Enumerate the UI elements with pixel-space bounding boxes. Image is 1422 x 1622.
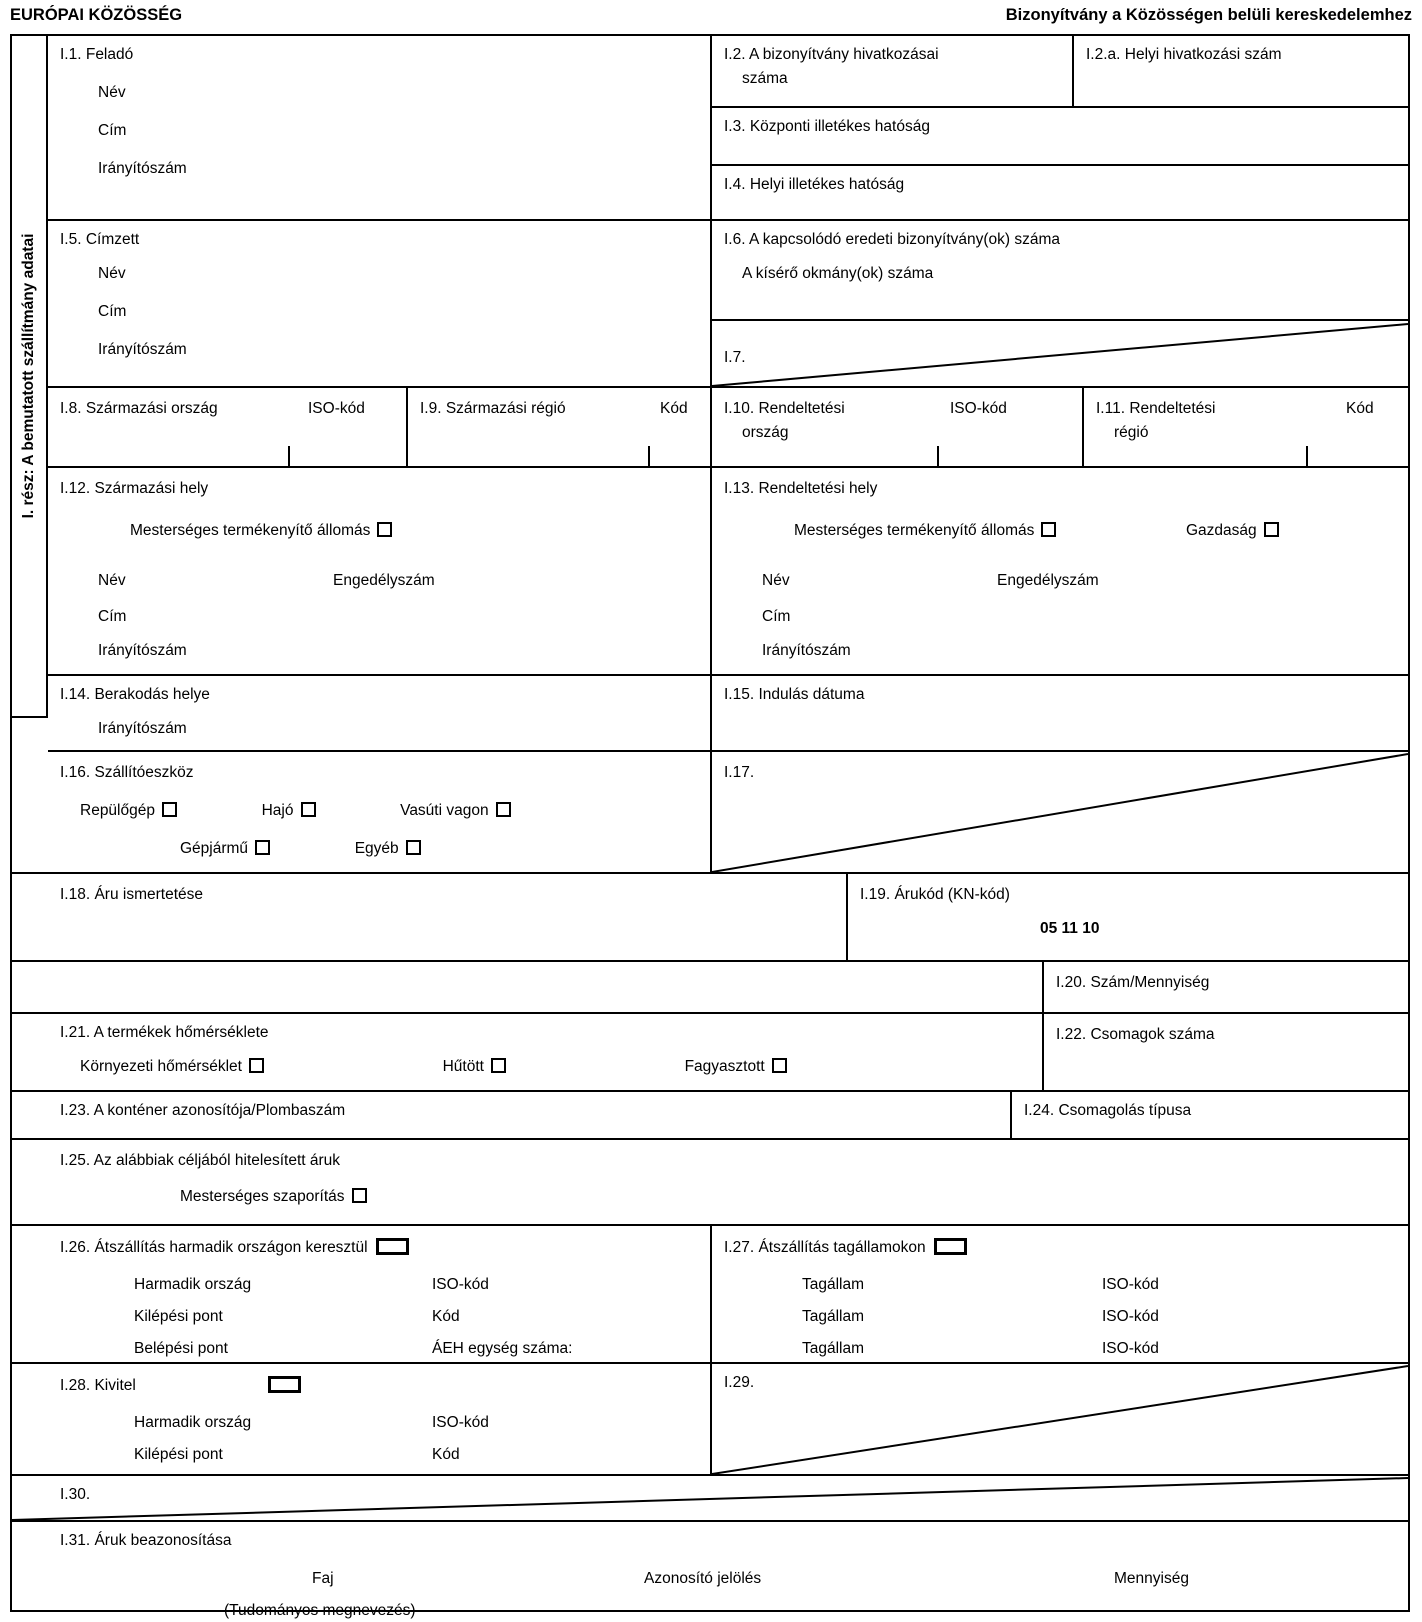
box-i13-name-label: Név [762, 572, 790, 589]
box-i26-row-2-left: Kilépési pont [134, 1308, 223, 1325]
box-i13-station-label: Mesterséges termékenyítő állomás [794, 522, 1035, 539]
box-i13-station-row [794, 522, 1056, 540]
box-i24-title: I.24. Csomagolás típusa [1024, 1102, 1192, 1119]
box-i10 [712, 388, 1084, 468]
box-i16-rail-label: Vasúti vagon [400, 802, 489, 819]
box-i30-title: I.30. [60, 1486, 91, 1503]
box-i27-row-2-left: Tagállam [802, 1308, 865, 1325]
box-i31-col1-header: Faj [312, 1570, 334, 1587]
box-i2a-title: I.2.a. Helyi hivatkozási szám [1086, 46, 1282, 63]
box-i31-col2-header: Azonosító jelölés [644, 1570, 762, 1587]
box-i6-line2: A kísérő okmány(ok) száma [742, 265, 934, 282]
box-i21 [12, 1014, 1044, 1092]
box-i22-title: I.22. Csomagok száma [1056, 1026, 1215, 1043]
box-i28-title-row [60, 1376, 301, 1395]
box-i6-title: I.6. A kapcsolódó eredeti bizonyítvány(ok) száma [724, 231, 1061, 248]
box-i7-strikethrough [712, 321, 1408, 388]
box-i11 [1084, 388, 1408, 468]
box-i27-row-3-left: Tagállam [802, 1340, 865, 1357]
box-i23 [12, 1092, 1012, 1140]
box-i7-title: I.7. [724, 349, 746, 366]
box-i16-row2 [180, 840, 421, 858]
box-i16-vehicle-checkbox[interactable] [255, 840, 270, 855]
box-i28-row-1-right: ISO-kód [432, 1414, 489, 1431]
box-i25-breeding-label: Mesterséges szaporítás [180, 1188, 345, 1205]
box-i10-title: I.10. Rendeltetési [724, 400, 845, 417]
box-i9-sub: Kód [660, 400, 688, 417]
box-i5 [48, 221, 712, 388]
box-i12-station-label: Mesterséges termékenyítő állomás [130, 522, 371, 539]
box-i12-address-label: Cím [98, 608, 127, 625]
box-i2a [1074, 36, 1408, 108]
box-i27 [712, 1226, 1408, 1364]
box-i28-row-2-right: Kód [432, 1446, 460, 1463]
box-i11-title-line2: régió [1114, 424, 1149, 441]
box-i27-row-3-right: ISO-kód [1102, 1340, 1159, 1357]
box-i8-sub: ISO-kód [308, 400, 365, 417]
box-i21-frozen-label: Fagyasztott [684, 1058, 765, 1075]
box-i26-title: I.26. Átszállítás harmadik országon keresztül [60, 1239, 368, 1256]
box-i14-postcode-label: Irányítószám [98, 720, 187, 737]
box-i27-row-1-right: ISO-kód [1102, 1276, 1159, 1293]
box-i2-title: I.2. A bizonyítvány hivatkozásai [724, 46, 939, 63]
box-i26-row-3-right: ÁEH egység száma: [432, 1340, 573, 1357]
box-i25-option-row [180, 1188, 367, 1206]
box-i17-strikethrough [712, 752, 1408, 874]
document-header [10, 6, 1412, 30]
box-i11-title: I.11. Rendeltetési [1096, 400, 1216, 417]
box-i8 [48, 388, 408, 468]
box-i13-farm-checkbox[interactable] [1264, 522, 1279, 537]
box-i28-row-2-left: Kilépési pont [134, 1446, 223, 1463]
box-i30 [12, 1476, 1408, 1522]
box-i12-title: I.12. Származási hely [60, 480, 209, 497]
box-i28-row-1-left: Harmadik ország [134, 1414, 252, 1431]
box-i21-frozen-checkbox[interactable] [772, 1058, 787, 1073]
box-i26-title-row [60, 1238, 409, 1257]
box-i4-title: I.4. Helyi illetékes hatóság [724, 176, 905, 193]
box-i8-divider-tick [288, 446, 290, 468]
box-i16-plane-label: Repülőgép [80, 802, 155, 819]
box-i25-breeding-checkbox[interactable] [352, 1188, 367, 1203]
box-i9 [408, 388, 712, 468]
box-i16-vehicle-label: Gépjármű [180, 840, 249, 857]
box-i3 [712, 108, 1408, 166]
box-i13 [712, 468, 1408, 676]
box-i14-title: I.14. Berakodás helye [60, 686, 210, 703]
box-i11-sub: Kód [1346, 400, 1374, 417]
box-i2 [712, 36, 1074, 108]
box-i21-ambient-label: Környezeti hőmérséklet [80, 1058, 242, 1075]
box-i9-title: I.9. Származási régió [420, 400, 566, 417]
box-i31-title: I.31. Áruk beazonosítása [60, 1532, 232, 1549]
box-i21-chilled-checkbox[interactable] [491, 1058, 506, 1073]
box-i19-code-value: 05 11 10 [1040, 920, 1100, 937]
box-i28-checkbox[interactable] [268, 1376, 301, 1393]
box-i8-title: I.8. Származási ország [60, 400, 218, 417]
box-i17 [712, 752, 1408, 874]
box-i1-title: I.1. Feladó [60, 46, 134, 63]
box-i5-address-label: Cím [98, 303, 127, 320]
header-left-title: EURÓPAI KÖZÖSSÉG [10, 6, 183, 24]
box-i15-title: I.15. Indulás dátuma [724, 686, 865, 703]
box-i19 [848, 874, 1408, 962]
box-i29-title: I.29. [724, 1374, 755, 1391]
part-one-vertical-strip [12, 36, 48, 718]
box-i28 [12, 1364, 712, 1476]
box-i1 [48, 36, 712, 221]
box-i26-row-1-right: ISO-kód [432, 1276, 489, 1293]
box-i1-postcode-label: Irányítószám [98, 160, 187, 177]
box-i6 [712, 221, 1408, 321]
box-i24 [1012, 1092, 1408, 1140]
box-i12 [48, 468, 712, 676]
box-i16 [12, 752, 712, 874]
box-i21-chilled-label: Hűtött [442, 1058, 484, 1075]
box-i16-ship-checkbox[interactable] [301, 802, 316, 817]
box-i4 [712, 166, 1408, 221]
box-i16-other-label: Egyéb [354, 840, 399, 857]
box-i22 [1044, 1014, 1408, 1092]
header-right-title: Bizonyítvány a Közösségen belüli kereskedelemhez [1005, 6, 1412, 24]
form-frame [10, 34, 1410, 1619]
box-i31-col1-subheader: (Tudományos megnevezés) [224, 1602, 416, 1619]
box-i9-divider-tick [648, 446, 650, 468]
box-i27-row-1-left: Tagállam [802, 1276, 865, 1293]
box-i13-title: I.13. Rendeltetési hely [724, 480, 878, 497]
box-i16-row1 [80, 802, 511, 820]
box-i27-row-2-right: ISO-kód [1102, 1308, 1159, 1325]
box-i29 [712, 1364, 1408, 1476]
box-i19-title: I.19. Árukód (KN-kód) [860, 886, 1010, 903]
box-i13-farm-label: Gazdaság [1186, 522, 1257, 539]
box-i25 [12, 1140, 1408, 1226]
box-i20 [1044, 962, 1408, 1014]
box-i1-name-label: Név [98, 84, 126, 101]
box-i13-licence-label: Engedélyszám [997, 572, 1099, 589]
box-i10-sub: ISO-kód [950, 400, 1007, 417]
box-i12-station-checkbox[interactable] [377, 522, 392, 537]
box-i27-title: I.27. Átszállítás tagállamokon [724, 1239, 926, 1256]
box-i18-title: I.18. Áru ismertetése [60, 886, 204, 903]
box-i13-address-label: Cím [762, 608, 791, 625]
box-i1-address-label: Cím [98, 122, 127, 139]
box-i16-ship-label: Hajó [261, 802, 294, 819]
box-i10-title-line2: ország [742, 424, 789, 441]
box-i26-row-2-right: Kód [432, 1308, 460, 1325]
box-i27-checkbox[interactable] [934, 1238, 967, 1255]
box-i26 [12, 1226, 712, 1364]
box-i13-postcode-label: Irányítószám [762, 642, 851, 659]
box-i18-continuation [12, 962, 1044, 1014]
box-i31-col3-header: Mennyiség [1114, 1570, 1189, 1587]
box-i12-station-row [130, 522, 392, 540]
box-i3-title: I.3. Központi illetékes hatóság [724, 118, 930, 135]
box-i17-title: I.17. [724, 764, 755, 781]
box-i20-title: I.20. Szám/Mennyiség [1056, 974, 1210, 991]
box-i13-farm-row [1186, 522, 1279, 540]
box-i25-title: I.25. Az alábbiak céljából hitelesített áruk [60, 1152, 341, 1169]
box-i31 [12, 1522, 1408, 1619]
box-i30-strikethrough [12, 1476, 1408, 1522]
box-i18 [12, 874, 848, 962]
box-i21-title: I.21. A termékek hőmérséklete [60, 1024, 269, 1041]
box-i16-plane-checkbox[interactable] [162, 802, 177, 817]
box-i12-postcode-label: Irányítószám [98, 642, 187, 659]
box-i7 [712, 321, 1408, 388]
box-i15 [712, 676, 1408, 752]
box-i23-title: I.23. A konténer azonosítója/Plombaszám [60, 1102, 346, 1119]
box-i21-ambient-checkbox[interactable] [249, 1058, 264, 1073]
box-i5-name-label: Név [98, 265, 126, 282]
box-i16-other-checkbox[interactable] [406, 840, 421, 855]
box-i2-title-line2: száma [742, 70, 788, 87]
box-i5-title: I.5. Címzett [60, 231, 140, 248]
box-i14 [48, 676, 712, 752]
box-i28-title: I.28. Kivitel [60, 1377, 136, 1394]
box-i16-title: I.16. Szállítóeszköz [60, 764, 194, 781]
box-i11-divider-tick [1306, 446, 1308, 468]
box-i26-row-3-left: Belépési pont [134, 1340, 228, 1357]
box-i10-divider-tick [937, 446, 939, 468]
part-one-label: I. rész: A bemutatott szállítmány adatai [20, 233, 37, 519]
box-i26-row-1-left: Harmadik ország [134, 1276, 252, 1293]
box-i12-name-label: Név [98, 572, 126, 589]
box-i21-options [80, 1058, 787, 1076]
box-i13-station-checkbox[interactable] [1041, 522, 1056, 537]
box-i5-postcode-label: Irányítószám [98, 341, 187, 358]
box-i12-licence-label: Engedélyszám [333, 572, 435, 589]
box-i29-strikethrough [712, 1364, 1408, 1476]
box-i27-title-row [724, 1238, 967, 1257]
box-i16-rail-checkbox[interactable] [496, 802, 511, 817]
box-i26-checkbox[interactable] [376, 1238, 409, 1255]
